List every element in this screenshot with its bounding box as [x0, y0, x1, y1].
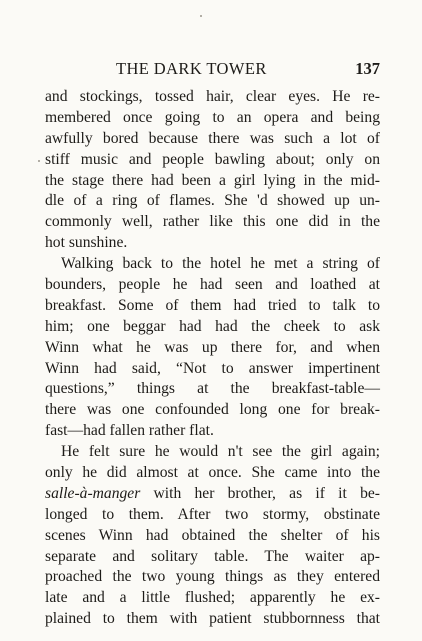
text-line: proached the two young things as they entered — [45, 568, 380, 586]
text-line: and stockings, tossed hair, clear eyes. He re- — [45, 88, 380, 105]
paragraph-start-line: He felt sure he would n't see the girl again; — [61, 443, 380, 461]
text-line: him; one beggar had had the cheek to ask — [45, 317, 380, 335]
page-header — [116, 59, 380, 81]
text-line: longed to them. After two stormy, obstinate — [45, 505, 380, 523]
text-line: membered once going to an opera and being — [45, 108, 380, 126]
page-number: 137 — [355, 59, 380, 78]
body-text — [45, 87, 380, 630]
text-line: stiff music and people bawling about; only on — [45, 150, 380, 168]
paper-speck — [200, 15, 202, 17]
text-line: the stage there had been a girl lying in the mid- — [45, 171, 380, 189]
text-line: plained to them with patient stubbornness that — [45, 610, 380, 628]
text-line: awfully bored because there was such a lot of — [45, 129, 380, 147]
paper-speck — [38, 160, 40, 162]
text-line: only he did almost at once. She came into the — [45, 464, 380, 482]
text-line: scenes Winn had obtained the shelter of his — [45, 526, 380, 544]
text-line: bounders, people he had seen and loathed at — [45, 276, 380, 294]
line-remainder: with her brother, as if it be- — [140, 484, 380, 502]
italic-phrase: salle-à-manger — [45, 484, 141, 502]
paragraph-end-line: fast—had fallen rather flat. — [45, 422, 214, 440]
text-line: breakfast. Some of them had tried to talk to — [45, 296, 380, 314]
text-line: there was one confounded long one for break- — [45, 401, 380, 419]
text-line: Winn had said, “Not to answer impertinent — [45, 359, 380, 377]
text-line: late and a little flushed; apparently he ex- — [45, 589, 380, 607]
text-line: separate and solitary table. The waiter ap- — [45, 547, 380, 565]
text-line: questions,” things at the breakfast-table— — [45, 380, 380, 398]
running-title: THE DARK TOWER — [116, 59, 267, 78]
paragraph-start-line: Walking back to the hotel he met a string of — [61, 255, 380, 273]
text-line: commonly well, rather like this one did in the — [45, 213, 380, 231]
text-line: dle of a ring of flames. She 'd showed up un- — [45, 192, 380, 210]
text-line: Winn what he was up there for, and when — [45, 338, 380, 356]
paragraph-end-line: hot sunshine. — [45, 234, 128, 252]
text-line — [45, 484, 380, 505]
